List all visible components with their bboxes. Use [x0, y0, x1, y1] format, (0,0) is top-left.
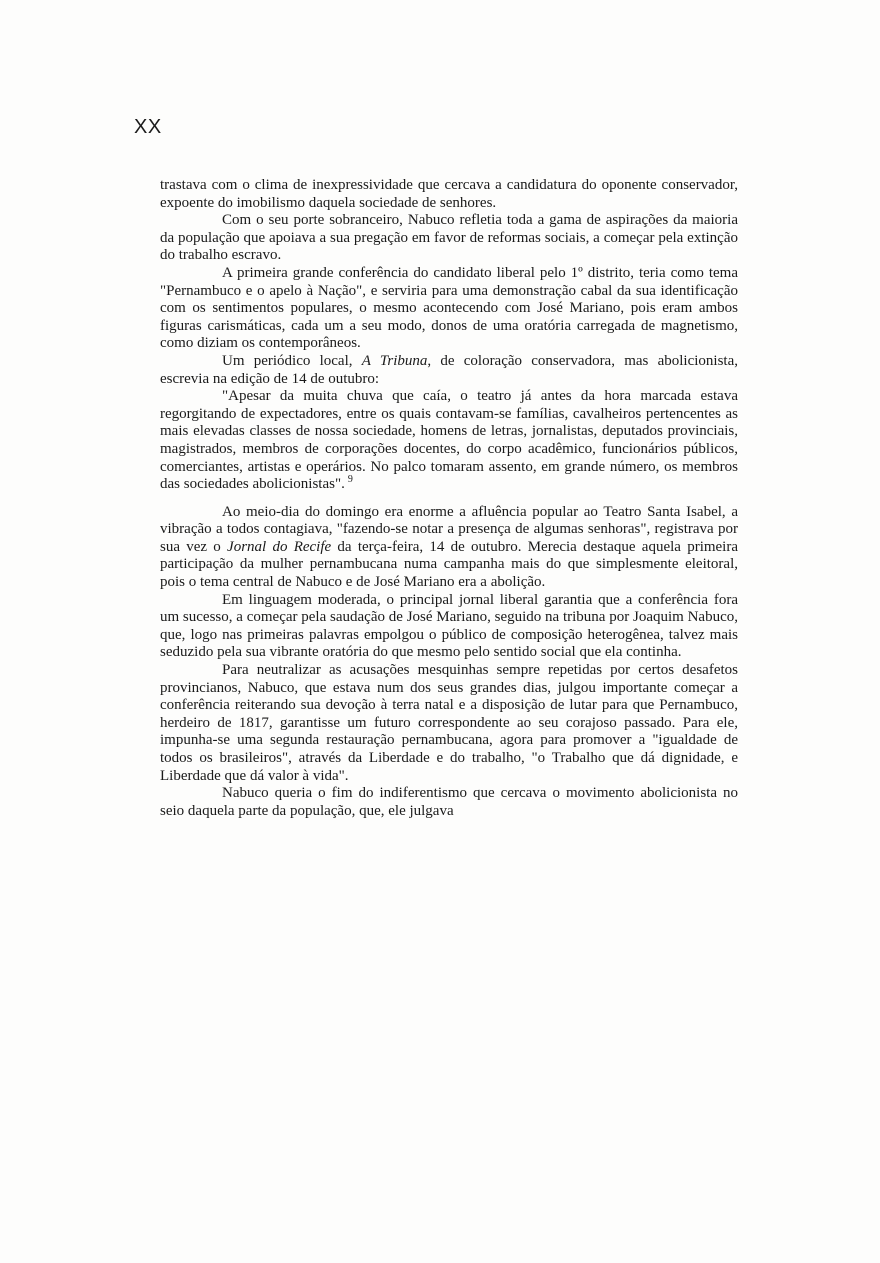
paragraph-3: A primeira grande conferência do candidato liberal pelo 1º distrito, teria como tema "Pernambuco e o apelo à Nação", e serviria para uma demonstração cabal da sua identificação com os sentimentos populares, o mesmo acontecendo com José Mariano, pois eram ambos figuras carismáticas, cada um a seu modo, donos de uma oratória carregada de magnetismo, como diziam os contemporâneos. — [160, 264, 738, 352]
paragraph-1: trastava com o clima de inexpressividade que cercava a candidatura do oponente conservador, expoente do imobilismo daquela sociedade de senhores. — [160, 177, 738, 211]
paragraph-6-text-end: da terça-feira, 14 de outubro. Merecia destaque aquela primeira participação da mulher pernambucana numa campanha mais do que simplesmente eleitoral, pois o tema central de Nabuco e de José Mariano era a abolição. — [160, 538, 739, 591]
newspaper-title-a-tribuna: A Tribuna — [361, 352, 428, 369]
paragraph-4-text: Um periódico local, — [222, 352, 362, 369]
paragraph-4 — [160, 353, 738, 388]
paragraph-7: Em linguagem moderada, o principal jornal liberal garantia que a conferência fora um sucesso, a começar pela saudação de José Mariano, seguido na tribuna por Joaquim Nabuco, que, logo nas primeiras palavras empolgou o público de composição heterogênea, talvez mais seduzido pela sua vibrante oratória do que mesmo pelo sentido social que ela continha. — [160, 591, 738, 661]
body-text — [160, 177, 738, 820]
paragraph-6 — [160, 504, 738, 592]
paragraph-9: Nabuco queria o fim do indiferentismo que cercava o movimento abolicionista no seio daquela parte da população, que, ele julgava — [160, 785, 738, 819]
quotation-paragraph — [160, 388, 738, 494]
footnote-reference: 9 — [347, 474, 353, 486]
paragraph-4-text-end: , de coloração conservadora, mas abolicionista, escrevia na edição de 14 de outubro: — [160, 352, 738, 387]
paragraph-6-text: Ao meio-dia do domingo era enorme a afluência popular ao Teatro Santa Isabel, a vibração a todos contagiava, "fazendo-se notar a presença de algumas senhoras", registrava por sua vez o — [160, 503, 738, 555]
paragraph-8: Para neutralizar as acusações mesquinhas sempre repetidas por certos desafetos provincianos, Nabuco, que estava num dos seus grandes dias, julgou importante começar a conferência reiterando sua devoção à terra natal e a disposição de lutar para que Pernambuco, herdeiro de 1817, garantisse um futuro correspondente ao seu corajoso passado. Para ele, impunha-se uma segunda restauração pernambucana, agora para promover a "igualdade de todos os brasileiros", através da Liberdade e do trabalho, "o Trabalho que dá dignidade, e Liberdade que dá valor à vida". — [160, 662, 738, 784]
newspaper-title-jornal-do-recife: Jornal do Recife — [227, 538, 332, 555]
quotation-text: "Apesar da muita chuva que caía, o teatro já antes da hora marcada estava regorgitando de expectadores, entre os quais contavam-se famílias, cavalheiros pertencentes as mais elevadas classes de nossa sociedade, homens de letras, jornalistas, deputados provinciais, magistrados, membros de corporações docentes, do corpo acadêmico, funcionários públicos, comerciantes, artistas e operários. No palco tomaram assento, em grande número, os membros das sociedades abolicionistas". — [160, 388, 738, 493]
page-number: XX — [134, 116, 162, 138]
paragraph-2: Com o seu porte sobranceiro, Nabuco refletia toda a gama de aspirações da maioria da população que apoiava a sua pregação em favor de reformas sociais, a começar pela extinção do trabalho escravo. — [160, 212, 738, 264]
